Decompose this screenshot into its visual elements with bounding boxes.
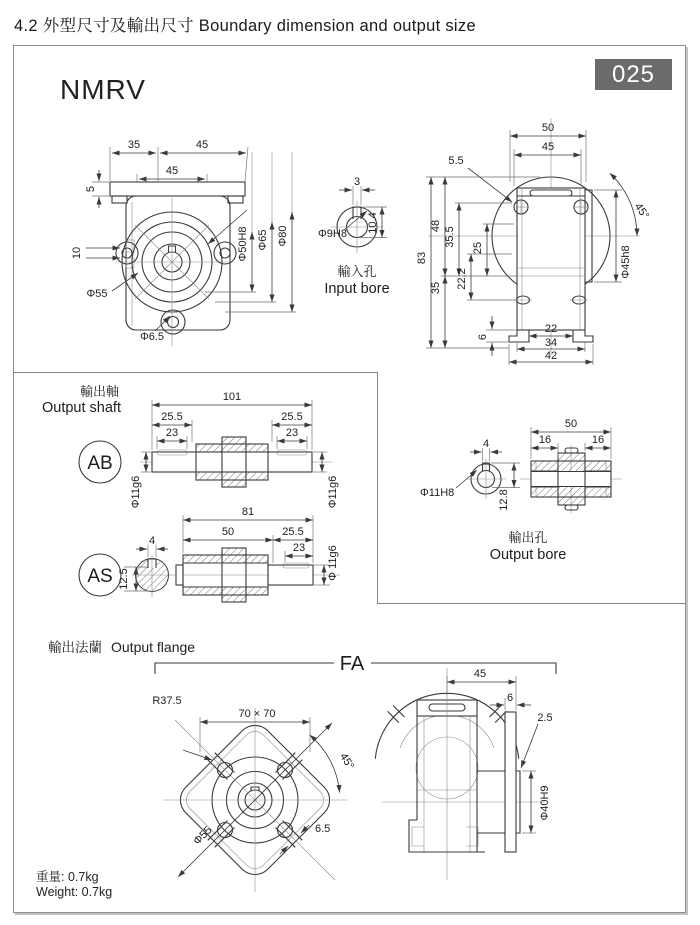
shaft-as-tag: AS bbox=[87, 566, 113, 587]
output-flange-label-cn: 輸出法蘭 bbox=[48, 640, 102, 655]
dim-50: 50 bbox=[541, 122, 555, 134]
fa-tag: FA bbox=[339, 653, 365, 675]
dim-83: 83 bbox=[416, 251, 428, 265]
dim-23-right: 23 bbox=[285, 427, 299, 439]
dim-phi11h8: Φ11H8 bbox=[420, 487, 455, 499]
dim-key-4-bore: 4 bbox=[482, 438, 490, 450]
dim-key-3: 3 bbox=[353, 176, 361, 188]
dim-6-5-slot: 6.5 bbox=[315, 823, 331, 835]
dim-phi50h8: Φ50H8 bbox=[237, 226, 249, 262]
dim-25-5-left: 25.5 bbox=[161, 411, 183, 423]
dim-45: 45 bbox=[541, 141, 555, 153]
dim-23-as: 23 bbox=[292, 542, 306, 554]
dim-101: 101 bbox=[222, 391, 242, 403]
size-badge: 025 bbox=[595, 59, 672, 90]
output-flange-label-en: Output flange bbox=[111, 639, 196, 655]
dim-10-4: 10.4 bbox=[367, 212, 379, 234]
output-shaft-label-cn: 輸出軸 bbox=[80, 384, 120, 399]
flange-side-geometry bbox=[375, 668, 545, 880]
dim-45-top: 45 bbox=[195, 139, 209, 151]
output-bore-drawing bbox=[420, 410, 670, 565]
dim-22-2: 22.2 bbox=[456, 268, 468, 290]
dim-angle-45-flange: 45° bbox=[337, 751, 357, 772]
dim-phi6-5: Φ6.5 bbox=[139, 331, 165, 343]
dim-25: 25 bbox=[472, 241, 484, 255]
model-name: NMRV bbox=[60, 74, 146, 105]
dim-12-8: 12.8 bbox=[498, 489, 510, 511]
dim-angle-45: 45° bbox=[631, 201, 652, 222]
dim-5: 5 bbox=[85, 185, 97, 193]
dim-phi80: Φ80 bbox=[277, 225, 289, 247]
dim-phi11g6-right: Φ11g6 bbox=[327, 475, 339, 509]
dim-16-left: 16 bbox=[538, 434, 552, 446]
dim-10: 10 bbox=[71, 246, 83, 260]
dim-5-5: 5.5 bbox=[448, 155, 464, 167]
dim-phi11g6-as: Φ 11g6 bbox=[327, 545, 339, 581]
dim-81: 81 bbox=[241, 506, 255, 518]
flange-front-geometry bbox=[163, 708, 347, 892]
shaft-ab-tag: AB bbox=[87, 453, 113, 474]
output-bore-caption-cn: 輸出孔 bbox=[508, 530, 548, 545]
dim-48: 48 bbox=[430, 219, 442, 233]
dim-23-left: 23 bbox=[165, 427, 179, 439]
dim-50-as: 50 bbox=[221, 526, 235, 538]
dim-25-5-as: 25.5 bbox=[282, 526, 304, 538]
dim-35-low: 35 bbox=[430, 281, 442, 295]
input-bore-caption-cn: 輸入孔 bbox=[337, 264, 377, 279]
dim-16-right: 16 bbox=[591, 434, 605, 446]
input-bore-caption-en: Input bore bbox=[324, 281, 390, 297]
dim-phi40h9: Φ40H9 bbox=[539, 785, 551, 821]
front-view-drawing bbox=[60, 120, 310, 370]
side-view-drawing bbox=[416, 110, 684, 370]
dim-35-5: 35.5 bbox=[444, 226, 456, 248]
dim-r37-5: R37.5 bbox=[152, 695, 182, 707]
dim-45-flange: 45 bbox=[473, 668, 487, 680]
dim-22: 22 bbox=[544, 323, 558, 335]
output-shaft-drawing bbox=[30, 382, 380, 625]
dim-6: 6 bbox=[477, 333, 489, 341]
dim-phi11g6-left: Φ11g6 bbox=[130, 475, 142, 509]
output-flange-label bbox=[48, 636, 195, 656]
dim-phi55-flange: Φ55 bbox=[191, 824, 215, 848]
dim-phi45h8: Φ45h8 bbox=[620, 245, 632, 279]
weight-cn: 重量: 0.7kg bbox=[36, 870, 99, 884]
output-flange-drawing bbox=[140, 655, 610, 890]
dim-42: 42 bbox=[544, 350, 558, 362]
dim-2-5: 2.5 bbox=[537, 712, 553, 724]
weight-en: Weight: 0.7kg bbox=[36, 885, 113, 899]
page-title: 4.2 外型尺寸及輸出尺寸 Boundary dimension and output size bbox=[14, 17, 476, 35]
dim-35: 35 bbox=[127, 139, 141, 151]
dim-phi9h8: Φ9H8 bbox=[318, 228, 347, 240]
dim-34: 34 bbox=[544, 337, 558, 349]
output-bore-caption-en: Output bore bbox=[489, 547, 567, 563]
dim-phi55: Φ55 bbox=[86, 288, 108, 300]
output-shaft-label-en: Output shaft bbox=[42, 400, 121, 416]
dim-50-bore: 50 bbox=[564, 418, 578, 430]
dim-phi65: Φ65 bbox=[257, 229, 269, 251]
dim-6-flange: 6 bbox=[506, 692, 514, 704]
dim-25-5-right: 25.5 bbox=[281, 411, 303, 423]
dim-45-inner: 45 bbox=[165, 165, 179, 177]
weight-note bbox=[36, 870, 112, 900]
section-divider-bottom bbox=[377, 603, 685, 604]
dim-key-4: 4 bbox=[148, 535, 156, 547]
dim-12-5: 12.5 bbox=[118, 568, 130, 590]
section-divider-top bbox=[13, 372, 377, 373]
dim-70x70: 70 × 70 bbox=[238, 708, 276, 720]
